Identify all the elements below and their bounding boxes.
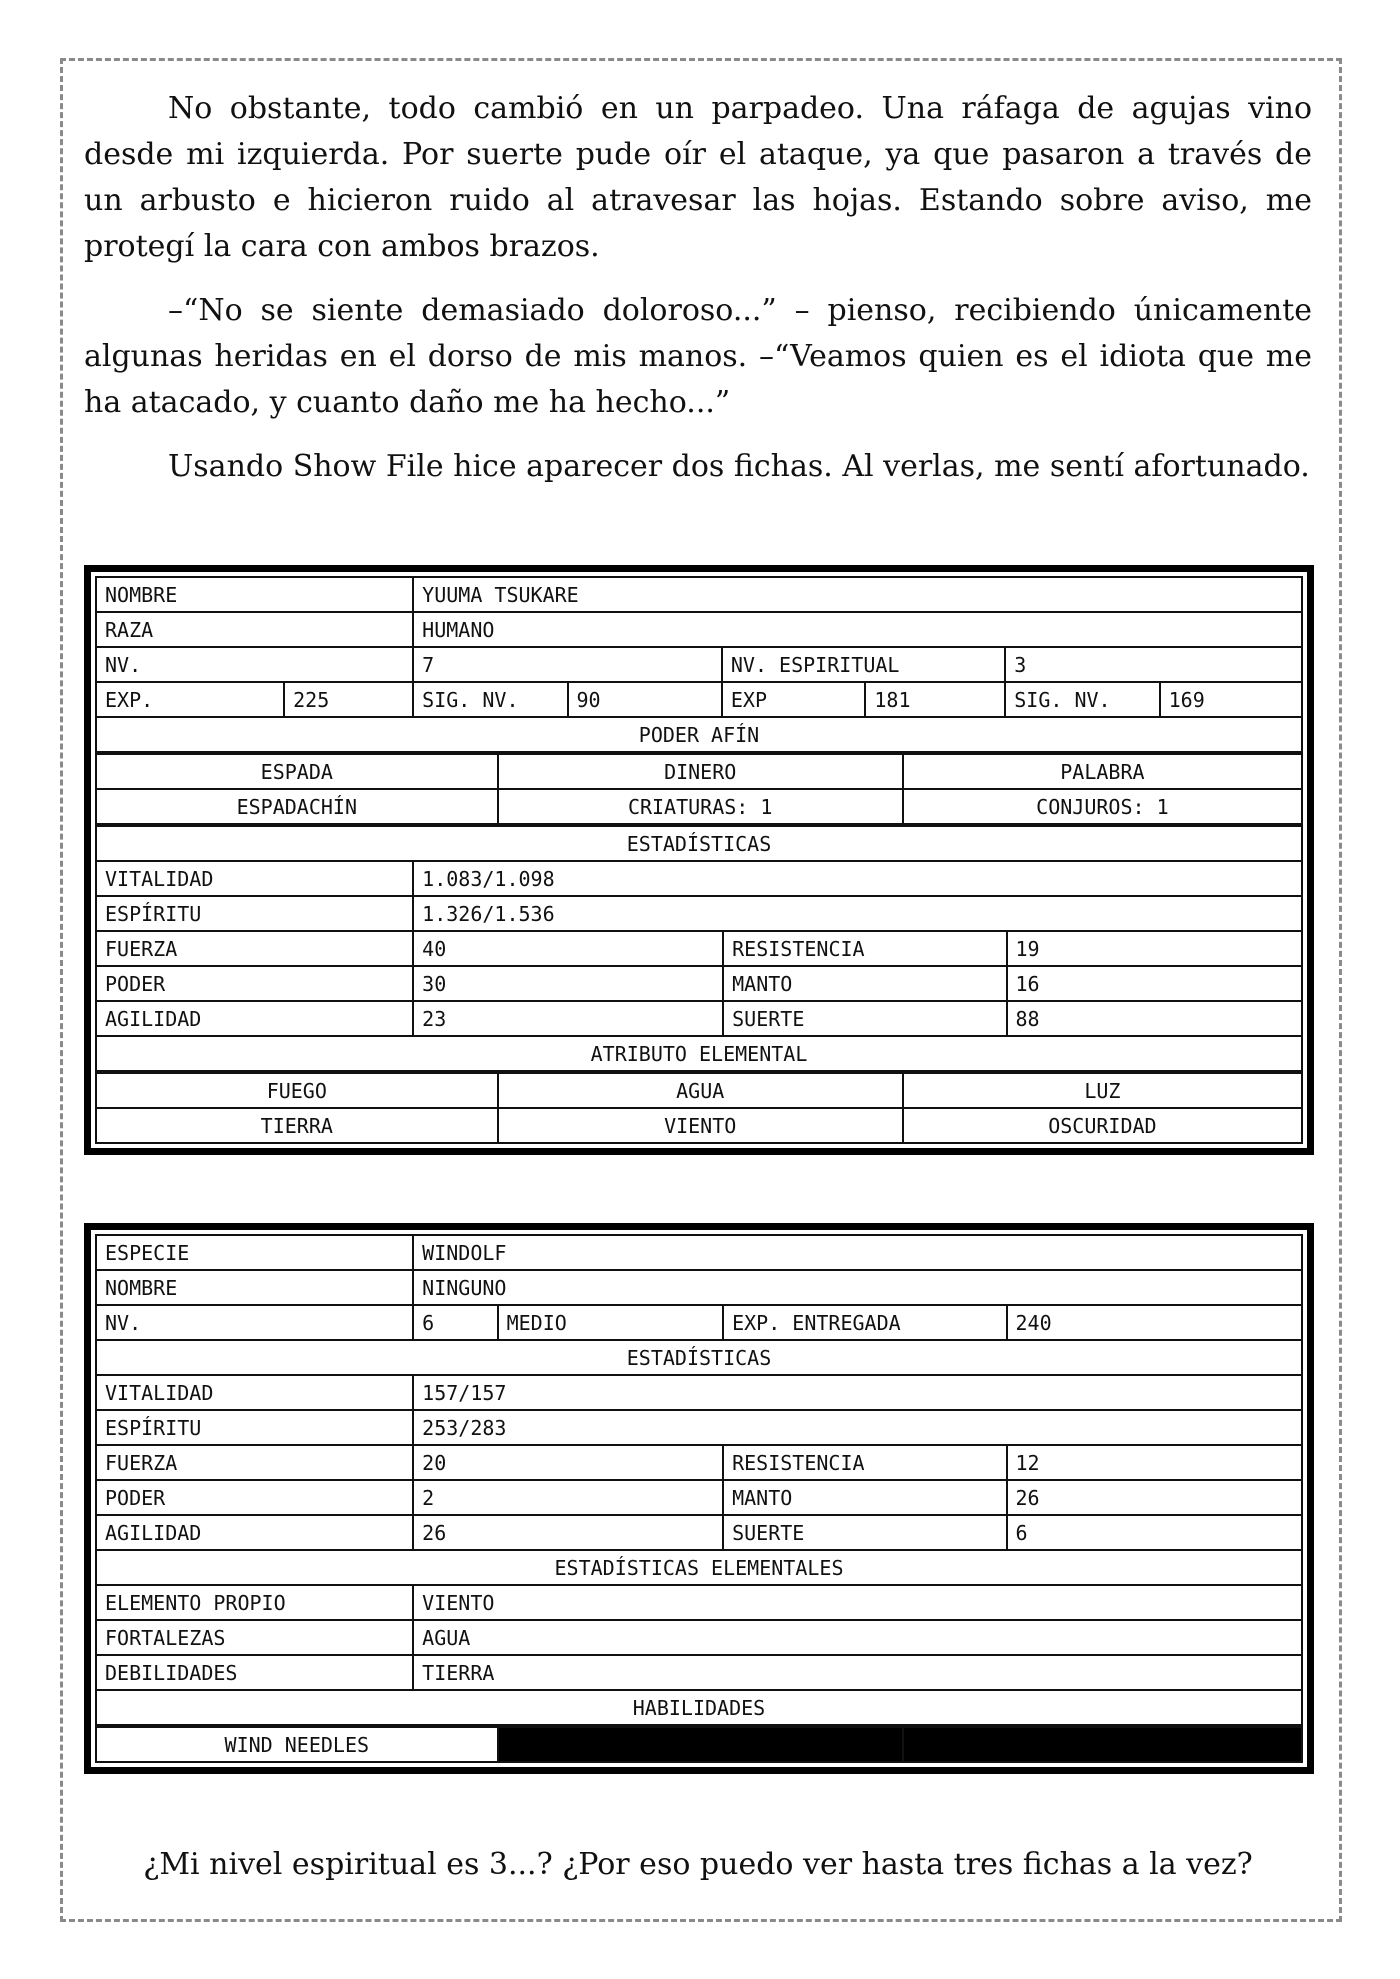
row-nivel-2	[96, 1305, 1302, 1340]
value-exp-entregada: 240	[1007, 1305, 1303, 1340]
skill-wind-needles: WIND NEEDLES	[96, 1727, 498, 1762]
label-especie: ESPECIE	[96, 1235, 413, 1270]
value-espiritu: 1.326/1.536	[413, 896, 1302, 931]
row-afin-values	[96, 789, 1302, 824]
value-nv-2: 6	[413, 1305, 497, 1340]
row-habilidades	[96, 1727, 1302, 1762]
label-exp: EXP.	[96, 682, 284, 717]
row-fuerza-2	[96, 1445, 1302, 1480]
element-agua: AGUA	[498, 1073, 903, 1108]
paragraph-2: –“No se siente demasiado doloroso...” – pienso, recibiendo únicamente algunas heridas en el dorso de mis manos. –“Veamos quien es el idiota que me ha atacado, y cuanto daño me ha hecho...”	[84, 293, 1312, 420]
label-suerte: SUERTE	[723, 1001, 1006, 1036]
label-manto: MANTO	[723, 966, 1006, 1001]
label-nombre-2: NOMBRE	[96, 1270, 413, 1305]
row-fuerza	[96, 931, 1302, 966]
label-debilidades: DEBILIDADES	[96, 1655, 413, 1690]
row-estadisticas-header-2	[96, 1340, 1302, 1375]
section-estadisticas-elementales: ESTADÍSTICAS ELEMENTALES	[96, 1550, 1302, 1585]
label-nv: NV.	[96, 647, 413, 682]
afin-dinero: DINERO	[498, 754, 903, 789]
label-elemento-propio: ELEMENTO PROPIO	[96, 1585, 413, 1620]
section-estadisticas: ESTADÍSTICAS	[96, 826, 1302, 861]
row-nombre-2	[96, 1270, 1302, 1305]
row-poder-2	[96, 1480, 1302, 1515]
skills-table-windolf	[95, 1726, 1303, 1763]
label-manto-2: MANTO	[723, 1480, 1006, 1515]
label-fortalezas: FORTALEZAS	[96, 1620, 413, 1655]
row-nombre	[96, 577, 1302, 612]
closing-line: ¿Mi nivel espiritual es 3...? ¿Por eso puedo ver hasta tres fichas a la vez?	[143, 1847, 1253, 1882]
row-experiencia	[96, 682, 1302, 717]
label-exp-espiritual: EXP	[722, 682, 866, 717]
row-atributo-header	[96, 1036, 1302, 1071]
row-nivel	[96, 647, 1302, 682]
label-agilidad: AGILIDAD	[96, 1001, 413, 1036]
row-poder-afin-header	[96, 717, 1302, 752]
stats-table-yuuma	[95, 825, 1303, 1072]
row-especie	[96, 1235, 1302, 1270]
paragraph-1: No obstante, todo cambió en un parpadeo. Una ráfaga de agujas vino desde mi izquierda. Por suerte pude oír el ataque, ya que pasaron a través de un arbusto e hicieron ruido al atravesar las hojas. Estando sobre aviso, me protegí la cara con ambos brazos.	[84, 91, 1312, 264]
value-vitalidad: 1.083/1.098	[413, 861, 1302, 896]
row-espiritu	[96, 896, 1302, 931]
element-fuego: FUEGO	[96, 1073, 498, 1108]
skill-slot-locked	[498, 1727, 903, 1762]
row-fortalezas	[96, 1620, 1302, 1655]
element-viento: VIENTO	[498, 1108, 903, 1143]
value-sig-nv-espiritual: 169	[1160, 682, 1302, 717]
label-nv-2: NV.	[96, 1305, 413, 1340]
value-fuerza: 40	[413, 931, 723, 966]
value-manto: 16	[1007, 966, 1302, 1001]
status-table-yuuma	[95, 576, 1303, 753]
value-nv-espiritual: 3	[1005, 647, 1302, 682]
label-sig-nv-espiritual: SIG. NV.	[1005, 682, 1159, 717]
label-resistencia: RESISTENCIA	[723, 931, 1006, 966]
afin-espadachin: ESPADACHÍN	[96, 789, 498, 824]
value-fuerza-2: 20	[413, 1445, 723, 1480]
element-tierra: TIERRA	[96, 1108, 498, 1143]
value-especie: WINDOLF	[413, 1235, 1302, 1270]
value-sig-nv: 90	[568, 682, 722, 717]
elements-table-yuuma	[95, 1072, 1303, 1144]
row-elementos-2	[96, 1108, 1302, 1143]
value-nv: 7	[413, 647, 722, 682]
value-exp-espiritual: 181	[865, 682, 1005, 717]
label-nv-espiritual: NV. ESPIRITUAL	[722, 647, 1005, 682]
row-elementos-1	[96, 1073, 1302, 1108]
row-habilidades-header	[96, 1690, 1302, 1725]
label-raza: RAZA	[96, 612, 413, 647]
label-vitalidad-2: VITALIDAD	[96, 1375, 413, 1410]
label-poder-2: PODER	[96, 1480, 413, 1515]
value-raza: HUMANO	[413, 612, 1302, 647]
row-estadisticas-header	[96, 826, 1302, 861]
row-afin-types	[96, 754, 1302, 789]
label-vitalidad: VITALIDAD	[96, 861, 413, 896]
value-debilidades: TIERRA	[413, 1655, 1302, 1690]
label-espiritu: ESPÍRITU	[96, 896, 413, 931]
value-vitalidad-2: 157/157	[413, 1375, 1302, 1410]
row-poder	[96, 966, 1302, 1001]
value-agilidad: 23	[413, 1001, 723, 1036]
section-atributo-elemental: ATRIBUTO ELEMENTAL	[96, 1036, 1302, 1071]
row-agilidad	[96, 1001, 1302, 1036]
label-resistencia-2: RESISTENCIA	[723, 1445, 1006, 1480]
skill-slot-locked	[903, 1727, 1302, 1762]
afin-criaturas: CRIATURAS: 1	[498, 789, 903, 824]
value-espiritu-2: 253/283	[413, 1410, 1302, 1445]
label-suerte-2: SUERTE	[723, 1515, 1006, 1550]
status-table-windolf	[95, 1234, 1303, 1726]
afin-table	[95, 753, 1303, 825]
row-est-elementales-header	[96, 1550, 1302, 1585]
row-agilidad-2	[96, 1515, 1302, 1550]
value-nombre: YUUMA TSUKARE	[413, 577, 1302, 612]
afin-palabra: PALABRA	[903, 754, 1302, 789]
label-nombre: NOMBRE	[96, 577, 413, 612]
value-resistencia: 19	[1007, 931, 1302, 966]
value-elemento-propio: VIENTO	[413, 1585, 1302, 1620]
row-raza	[96, 612, 1302, 647]
section-poder-afin: PODER AFÍN	[96, 717, 1302, 752]
value-fortalezas: AGUA	[413, 1620, 1302, 1655]
value-nombre-2: NINGUNO	[413, 1270, 1302, 1305]
label-agilidad-2: AGILIDAD	[96, 1515, 413, 1550]
element-luz: LUZ	[903, 1073, 1302, 1108]
label-fuerza: FUERZA	[96, 931, 413, 966]
label-exp-entregada: EXP. ENTREGADA	[723, 1305, 1006, 1340]
value-suerte-2: 6	[1007, 1515, 1303, 1550]
label-fuerza-2: FUERZA	[96, 1445, 413, 1480]
value-poder: 30	[413, 966, 723, 1001]
label-sig-nv: SIG. NV.	[413, 682, 567, 717]
value-resistencia-2: 12	[1007, 1445, 1303, 1480]
row-debilidades	[96, 1655, 1302, 1690]
value-agilidad-2: 26	[413, 1515, 723, 1550]
section-habilidades: HABILIDADES	[96, 1690, 1302, 1725]
row-elemento-propio	[96, 1585, 1302, 1620]
afin-espada: ESPADA	[96, 754, 498, 789]
value-poder-2: 2	[413, 1480, 723, 1515]
value-exp: 225	[284, 682, 413, 717]
label-espiritu-2: ESPÍRITU	[96, 1410, 413, 1445]
status-sheet-windolf	[84, 1223, 1314, 1774]
paragraph-3: Usando Show File hice aparecer dos fichas. Al verlas, me sentí afortunado.	[168, 449, 1310, 484]
value-rango: MEDIO	[498, 1305, 724, 1340]
section-estadisticas-2: ESTADÍSTICAS	[96, 1340, 1302, 1375]
element-oscuridad: OSCURIDAD	[903, 1108, 1302, 1143]
value-manto-2: 26	[1007, 1480, 1303, 1515]
row-espiritu-2	[96, 1410, 1302, 1445]
narrative-text	[84, 86, 1312, 508]
row-vitalidad	[96, 861, 1302, 896]
status-sheet-yuuma	[84, 565, 1314, 1155]
value-suerte: 88	[1007, 1001, 1302, 1036]
label-poder: PODER	[96, 966, 413, 1001]
row-vitalidad-2	[96, 1375, 1302, 1410]
afin-conjuros: CONJUROS: 1	[903, 789, 1302, 824]
